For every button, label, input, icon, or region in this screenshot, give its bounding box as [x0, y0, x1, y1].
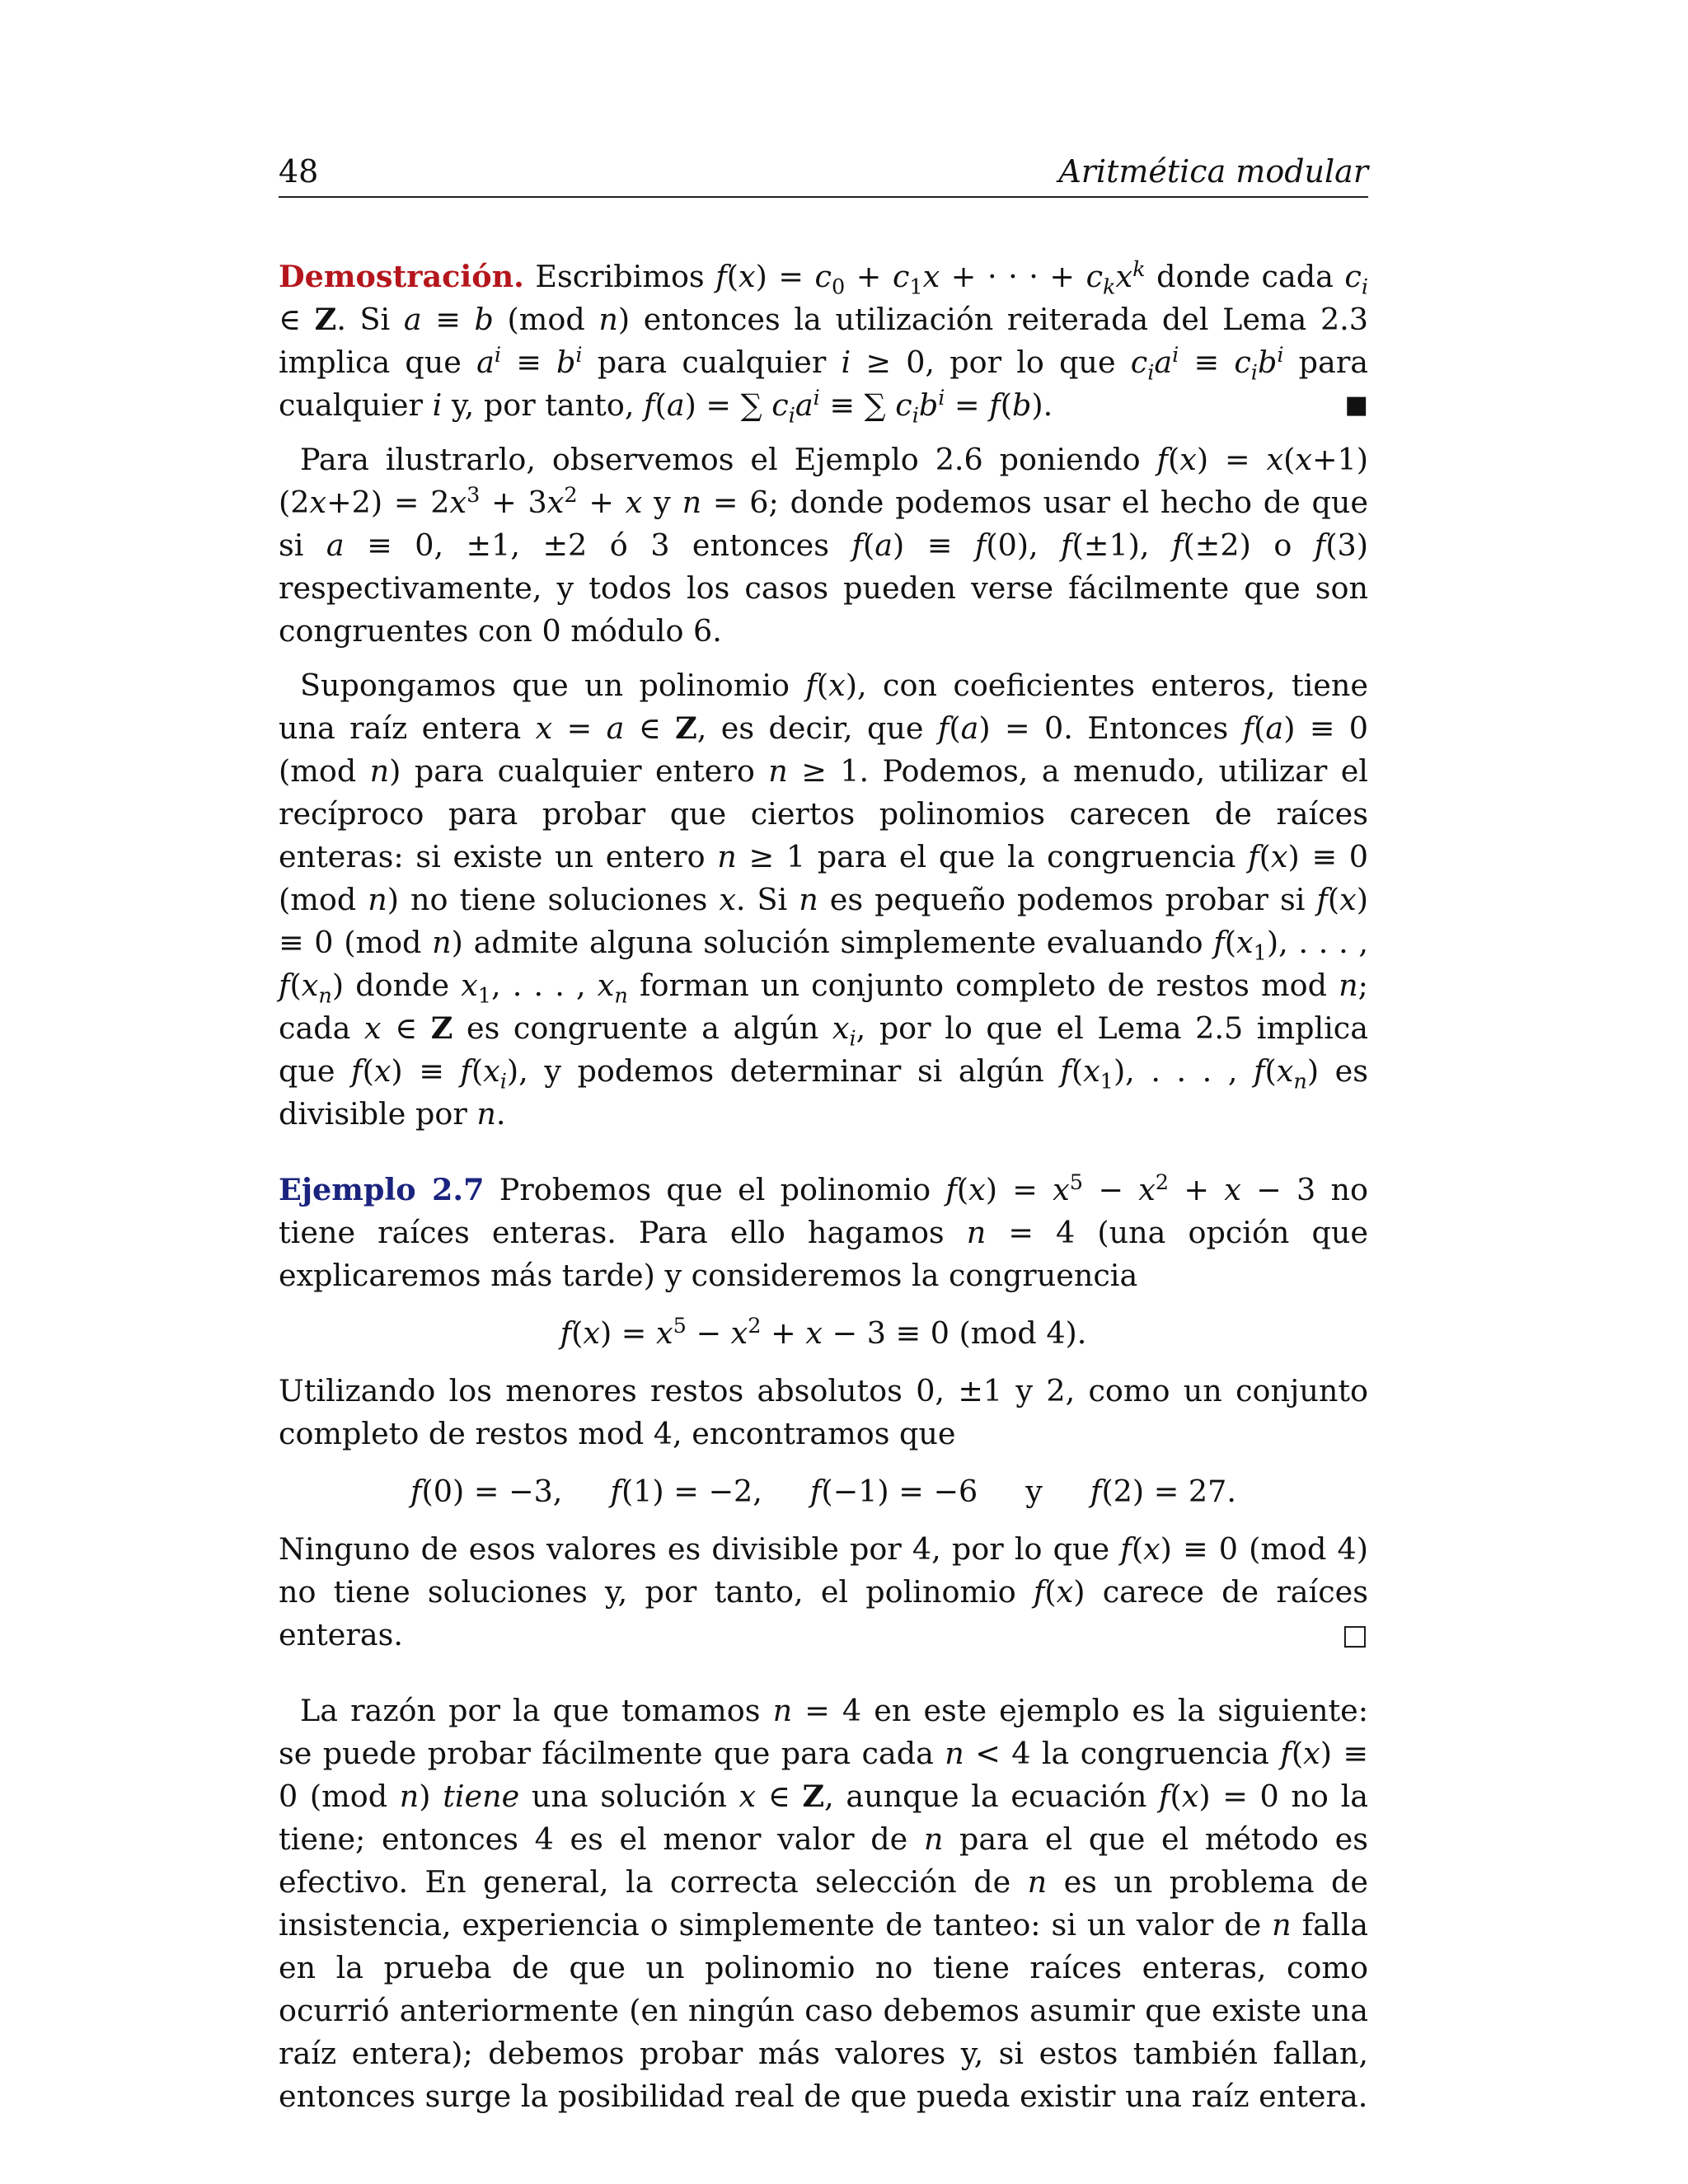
- running-title: Aritmética modular: [1058, 153, 1368, 190]
- running-head: [279, 153, 1368, 198]
- proof-label: Demostración.: [279, 259, 524, 294]
- body-text: [279, 255, 1368, 2118]
- example-label: Ejemplo 2.7: [279, 1172, 485, 1207]
- paragraph-illustration: Para ilustrarlo, observemos el Ejemplo 2.6 poniendo $f(x) = x(x+1)(2x+2) = 2x^3 + 3x^2 + x$ y n = 6; donde podemos usar el hecho de que si a ≡ 0, ±1, ±2 ó 3 entonces f(a) ≡ f(0), f(±1), f(±2) o f(3) respectivamente, y todos los casos pueden verse fácilmente que son congruentes con 0 módulo 6.: [279, 442, 1369, 649]
- paragraph-integer-root: Supongamos que un polinomio f(x), con coeficientes enteros, tiene una raíz entera x = a ∈ Z, es decir, que f(a) = 0. Entonces f(a) ≡ 0 (mod n) para cualquier entero n ≥ 1. Podemos, a menudo, utilizar el recíproco para probar que ciertos polinomios carecen de raíces enteras: si existe un entero n ≥ 1 para el que la congruencia f(x) ≡ 0 (mod n) no tiene soluciones x. Si n es pequeño podemos probar si f(x) ≡ 0 (mod n) admite alguna solución simplemente evaluando $f(x_1)$, . . . , $f(x_n)$ donde $x_1$, . . . , $x_n$ forman un conjunto completo de restos mod n; cada x ∈ Z es congruente a algún $x_i$, por lo que el Lema 2.5 implica que $f(x) \equiv f(x_i)$, y podemos determinar si algún $f(x_1)$, . . . , $f(x_n)$ es divisible por n.: [279, 668, 1369, 1132]
- display-equation-congruence: $f(x) = x^5 - x^2 + x - 3 \equiv 0$ (mod 4).: [560, 1313, 1087, 1351]
- example-conclusion-paragraph: Ninguno de esos valores es divisible por 4, por lo que f(x) ≡ 0 (mod 4) no tiene soluciones y, por tanto, el polinomio f(x) carece de raíces enteras. □: [279, 1528, 1368, 1657]
- qed-white-square-icon: □: [1341, 1619, 1368, 1652]
- proof-paragraph: Demostración. Escribimos $f(x) = c_0 + c_1x$ + · · · + $c_kx^k$ donde cada $c_i$ ∈ Z. Si a ≡ b (mod n) entonces la utilización reiterada del Lema 2.3 implica que $a^i \equiv b^i$ para cualquier i ≥ 0, por lo que $c_ia^i \equiv c_ib^i$ para cualquier i y, por tanto, f(a) = ∑ $c_ia^i$ ≡ ∑ $c_ib^i = f(b)$. ■: [279, 256, 1369, 429]
- qed-black-square-icon: ■: [1344, 391, 1368, 419]
- example-paragraph: Ejemplo 2.7 Probemos que el polinomio $f(x) = x^5 - x^2 + x - 3$ no tiene raíces enteras. Para ello hagamos n = 4 (una opción que explicaremos más tarde) y consideremos la congruencia: [279, 1169, 1369, 1293]
- page-number: 48: [279, 153, 319, 190]
- display-equation-values: f(0) = −3, f(1) = −2, f(−1) = −6 y f(2) = 27.: [410, 1474, 1236, 1509]
- paragraph-choice-of-n: La razón por la que tomamos n = 4 en este ejemplo es la siguiente: se puede probar fácilmente que para cada n < 4 la congruencia f(x) ≡ 0 (mod n) tiene una solución x ∈ Z, aunque la ecuación f(x) = 0 no la tiene; entonces 4 es el menor valor de n para el que el método es efectivo. En general, la correcta selección de n es un problema de insistencia, experiencia o simplemente de tanteo: si un valor de n falla en la prueba de que un polinomio no tiene raíces enteras, como ocurrió anteriormente (en ningún caso debemos asumir que existe una raíz entera); debemos probar más valores y, si estos también fallan, entonces surge la posibilidad real de que pueda existir una raíz entera.: [279, 1693, 1369, 2114]
- example-residues-paragraph: Utilizando los menores restos absolutos 0, ±1 y 2, como un conjunto completo de restos mod 4, encontramos que: [279, 1373, 1368, 1451]
